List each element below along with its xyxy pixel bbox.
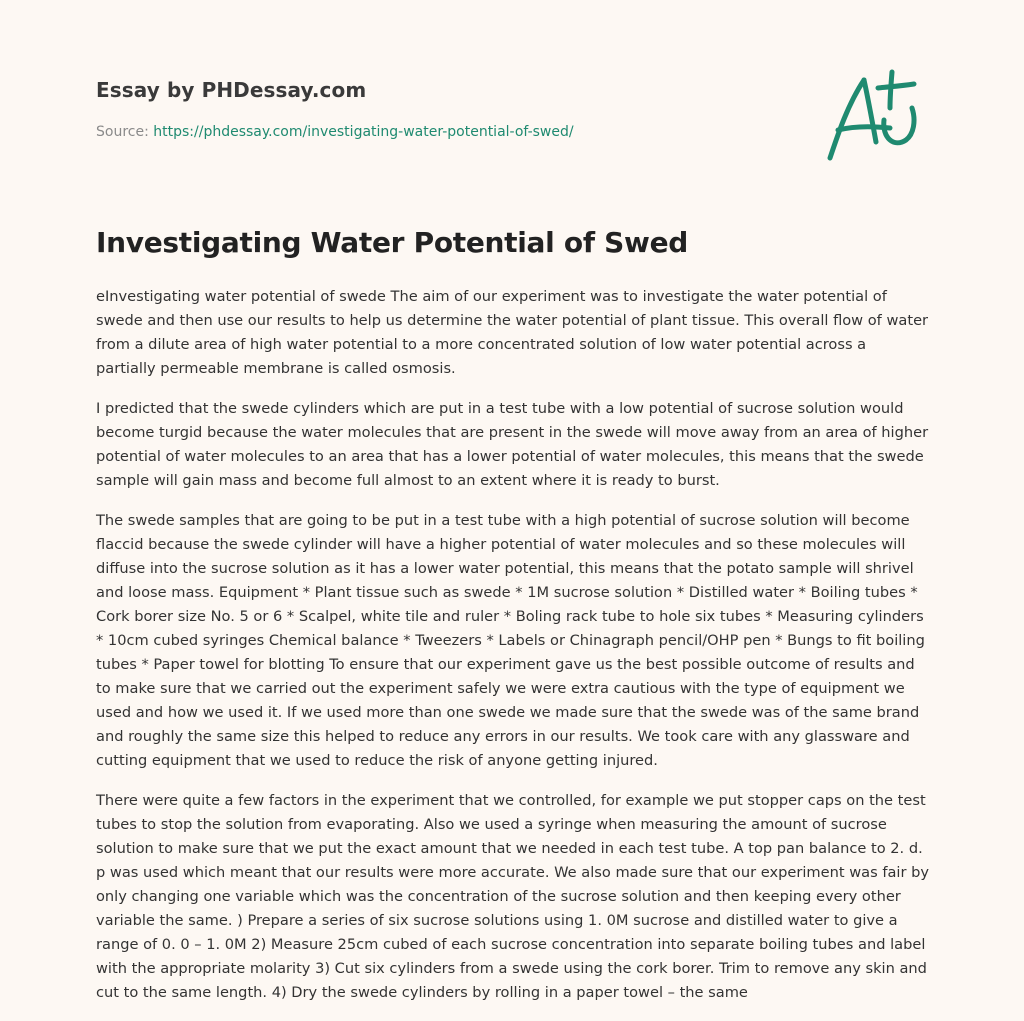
page-header <box>96 0 928 200</box>
essay-paragraph: There were quite a few factors in the experiment that we controlled, for example we put stopper caps on the test tubes to stop the solution from evaporating. Also we used a syringe when measuring the amount of sucrose solution to make sure that we put the exact amount that we needed in each test tube. A top pan balance to 2. d. p was used which meant that our results were more accurate. We also made sure that our experiment was fair by only changing one variable which was the concentration of the sucrose solution and then keeping every other variable the same. ) Prepare a series of six sucrose solutions using 1. 0M sucrose and distilled water to give a range of 0. 0 – 1. 0M 2) Measure 25cm cubed of each sucrose concentration into separate boiling tubes and label with the appropriate molarity 3) Cut six cylinders from a swede using the cork borer. Trim to remove any skin and cut to the same length. 4) Dry the swede cylinders by rolling in a paper towel – the same <box>96 792 929 1001</box>
essay-paragraph: The swede samples that are going to be put in a test tube with a high potential of sucrose solution will become flaccid because the swede cylinder will have a higher potential of water molecules and so these molecules will diffuse into the sucrose solution as it has a lower water potential, this means that the potato sample will shrivel and loose mass. Equipment * Plant tissue such as swede * 1M sucrose solution * Distilled water * Boiling tubes * Cork borer size No. 5 or 6 * Scalpel, white tile and ruler * Boling rack tube to hole six tubes * Measuring cylinders * 10cm cubed syringes Chemical balance * Tweezers * Labels or Chinagraph pencil/OHP pen * Bungs to fit boiling tubes * Paper towel for blotting To ensure that our experiment gave us the best possible outcome of results and to make sure that we carried out the experiment safely we were extra cautious with the type of equipment we used and how we used it. If we used more than one swede we made sure that the swede was of the same brand and roughly the same size this helped to reduce any errors in our results. We took care with any glassware and cutting equipment that we used to reduce the risk of anyone getting injured. <box>96 512 925 769</box>
site-brand[interactable]: Essay by PHDessay.com <box>96 78 367 102</box>
source-link[interactable]: https://phdessay.com/investigating-water-potential-of-swed/ <box>153 124 574 140</box>
a-plus-grade-icon <box>824 68 928 164</box>
source-line <box>96 124 574 140</box>
a-plus-logo-svg <box>824 68 928 164</box>
essay-body <box>96 285 930 1021</box>
essay-paragraph: I predicted that the swede cylinders which are put in a test tube with a low potential of sucrose solution would become turgid because the water molecules that are present in the swede will move away from an area of higher potential of water molecules to an area that has a lower potential of water molecules, this means that the swede sample will gain mass and become full almost to an extent where it is ready to burst. <box>96 400 929 489</box>
essay-title: Investigating Water Potential of Swed <box>96 226 689 259</box>
source-label: Source: <box>96 124 149 140</box>
essay-paragraph: eInvestigating water potential of swede The aim of our experiment was to investigate the water potential of swede and then use our results to help us determine the water potential of plant tissue. This overall flow of water from a dilute area of high water potential to a more concentrated solution of low water potential across a partially permeable membrane is called osmosis. <box>96 288 929 377</box>
